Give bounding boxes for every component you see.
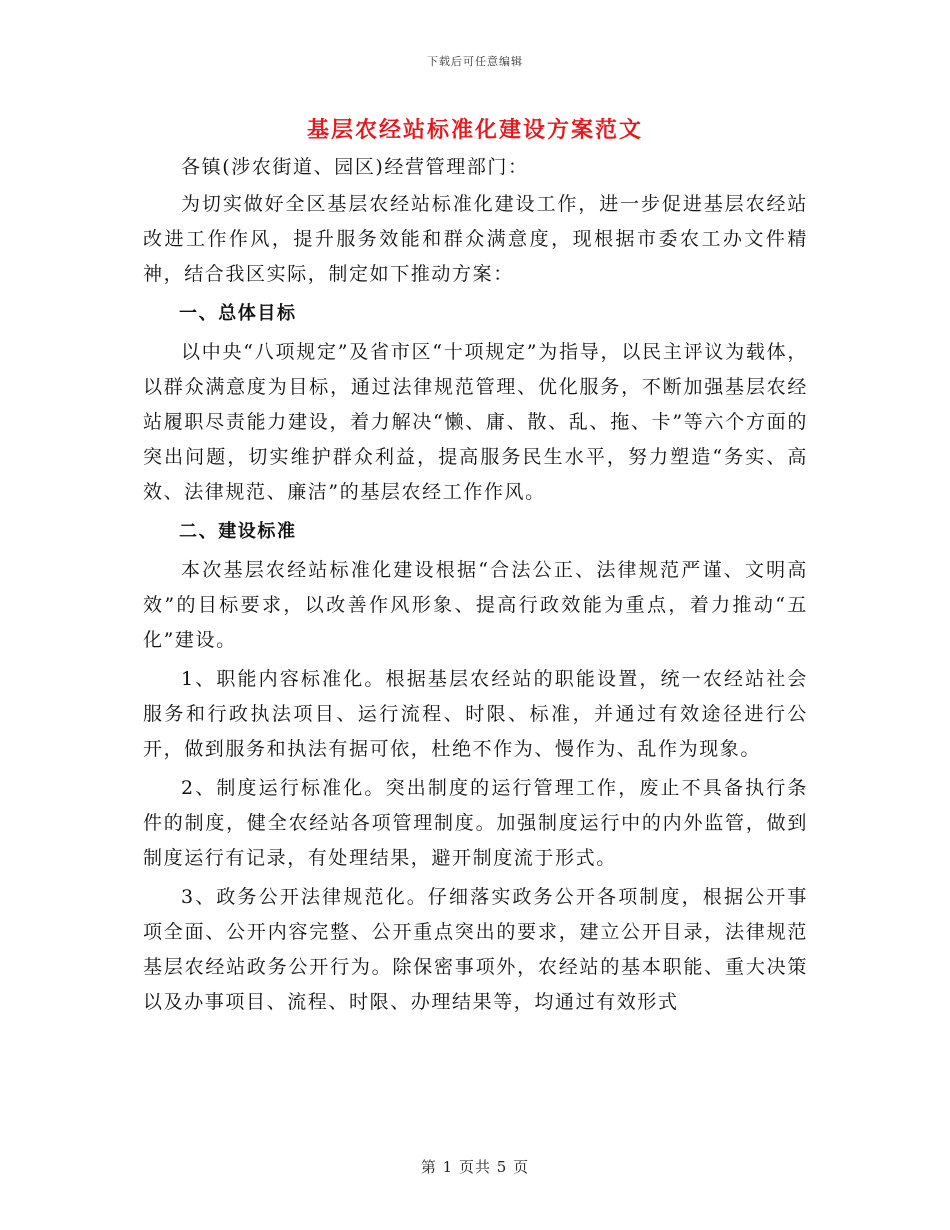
section-heading-overall-goal: 一、总体目标 (179, 303, 297, 324)
page-number: 第 1 页共 5 页 (420, 1158, 530, 1176)
document-title: 基层农经站标准化建设方案范文 (306, 117, 643, 143)
document-body (143, 150, 808, 1022)
salutation: 各镇(涉农街道、园区)经营管理部门： (181, 156, 529, 178)
section-overall-goal-text: 以中央“八项规定”及省市区“十项规定”为指导，以民主评议为载体，以群众满意度为目标，通过法律规范管理、优化服务，不断加强基层农经站履职尽责能力建设，着力解决“懒、庸、散、乱、拖、卡”等六个方面的突出问题，切实维护群众利益，提高服务民生水平，努力塑造“务实、高效、法律规范、廉洁”的基层农经工作作风。 (143, 341, 808, 503)
intro-paragraph: 为切实做好全区基层农经站标准化建设工作，进一步促进基层农经站改进工作作风，提升服务效能和群众满意度，现根据市委农工办文件精神，结合我区实际，制定如下推动方案： (143, 193, 808, 285)
section-heading-construction-standard: 二、建设标准 (179, 521, 297, 542)
item-function-standardization: 1、职能内容标准化。根据基层农经站的职能设置，统一农经站社会服务和行政执法项目、运行流程、时限、标准，并通过有效途径进行公开，做到服务和执法有据可依，杜绝不作为、慢作为、乱作为现象。 (143, 668, 808, 760)
page-header-note: 下载后可任意编辑 (427, 55, 523, 68)
item-open-government-standardization: 3、政务公开法律规范化。仔细落实政务公开各项制度，根据公开事项全面、公开内容完整、公开重点突出的要求，建立公开目录，法律规范基层农经站政务公开行为。除保密事项外，农经站的基本职能、重大决策以及办事项目、流程、时限、办理结果等，均通过有效形式 (143, 886, 808, 1013)
section-construction-standard-text: 本次基层农经站标准化建设根据“合法公正、法律规范严谨、文明高效”的目标要求，以改善作风形象、提高行政效能为重点，着力推动“五化”建设。 (143, 559, 808, 651)
item-system-standardization: 2、制度运行标准化。突出制度的运行管理工作，废止不具备执行条件的制度，健全农经站各项管理制度。加强制度运行中的内外监管，做到制度运行有记录，有处理结果，避开制度流于形式。 (143, 777, 808, 869)
